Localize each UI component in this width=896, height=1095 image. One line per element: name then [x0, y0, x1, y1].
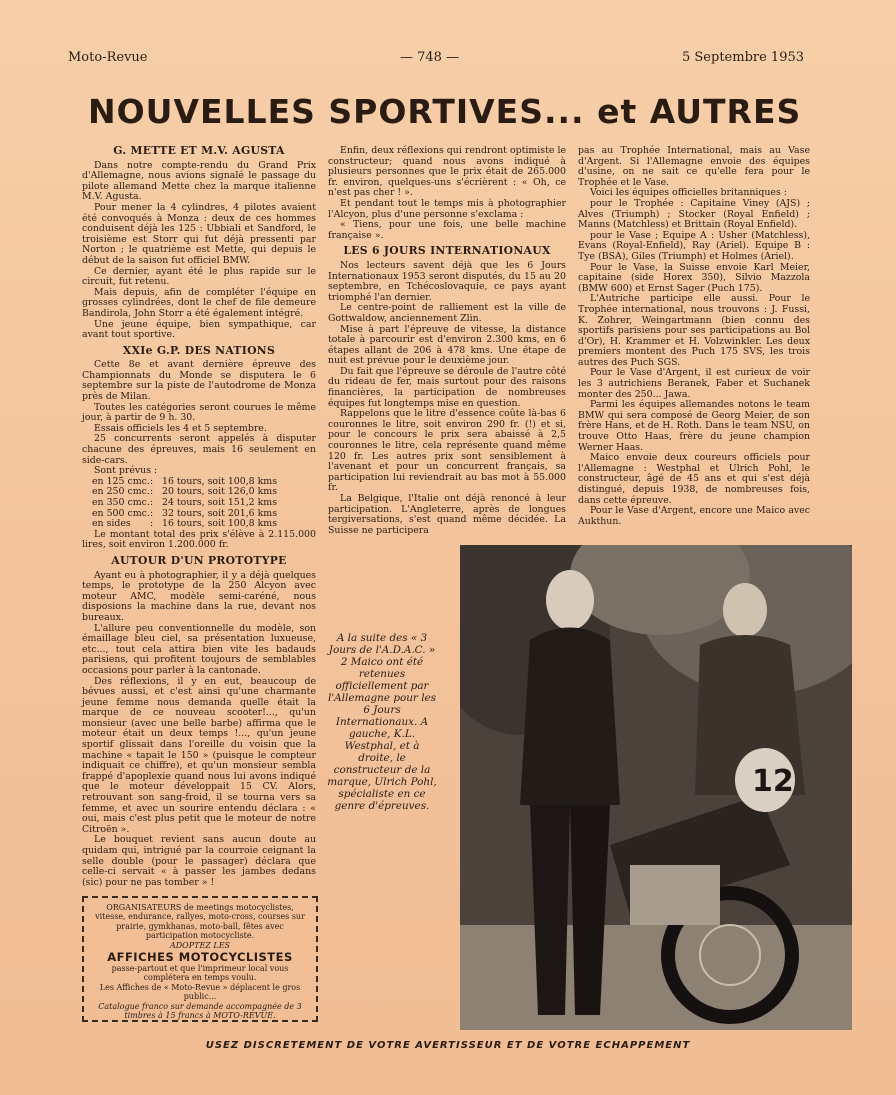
- headline-gp-des-nations: XXIe G.P. DES NATIONS: [122, 343, 276, 357]
- paragraph: Ayant eu à photographier, il y a déjà quelques temps, le prototype de la 250 Alcyon avec moteur AMC, modèle semi-caréné, nous disposions la machine dans la rue, devant nos bureaux.: [82, 569, 316, 623]
- headline-mette-agusta: G. METTE ET M.V. AGUSTA: [113, 144, 285, 157]
- paragraph: Pour le Vase d'Argent, il est curieux de voir les 3 autrichiens Beranek, Faber et Suchanek monter des 250... Jawa.: [578, 367, 810, 400]
- schedule-category: en 125 cmc.: [92, 475, 150, 487]
- paragraph: Enfin, deux réflexions qui rendront optimiste le constructeur; quand nous avons indiqué à plusieurs personnes que le prix était de 265.000 fr. environ, quelques-uns s'écrièrent : « Oh, ce n'est pas cher ! ».: [328, 145, 566, 199]
- column-3: [578, 146, 810, 527]
- plate-number: 12: [752, 764, 794, 799]
- schedule-category: en 500 cmc.: [92, 507, 150, 519]
- headline-prototype: AUTOUR D'UN PROTOTYPE: [111, 553, 287, 567]
- paragraph: Cette 8e et avant dernière épreuve des Championnats du Monde se disputera le 6 septembre sur la piste de l'autodrome de Monza près de Milan.: [82, 359, 316, 403]
- schedule-distance: 20 tours, soit 126,0 kms: [162, 486, 278, 498]
- photo-riders-motorcycle: [460, 545, 852, 1030]
- schedule-category: en 250 cmc.: [92, 486, 150, 498]
- magazine-name: Moto-Revue: [68, 50, 148, 65]
- schedule-separator: :: [150, 497, 154, 508]
- paragraph: pour le Vase ; Equipe A : Usher (Matchless), Evans (Royal-Enfield), Ray (Ariel). Equipe B : Tye (BSA), Giles (Triumph) et Holmes (Ariel).: [578, 229, 810, 262]
- paragraph: Mais depuis, afin de compléter l'équipe en grosses cylindrées, dont le chef de file demeure Bandirola, John Storr a été également intégré.: [82, 286, 316, 319]
- paragraph: Voici les équipes officielles britanniques :: [590, 187, 787, 199]
- paragraph: Ce dernier, ayant été le plus rapide sur le circuit, fut retenu.: [82, 265, 316, 288]
- paragraph: Le montant total des prix s'élève à 2.115.000 lires, soit environ 1.200.000 fr.: [82, 528, 316, 551]
- paragraph: « Tiens, pour une fois, une belle machine française ».: [328, 219, 566, 241]
- paragraph: Des réflexions, il y en eut, beaucoup de bévues aussi, et c'est ainsi qu'une charmante jeune femme nous demanda quelle était la marque de ce nouveau scooter!..., qu'un monsieur (avec une belle barbe) affirma que le moteur était un deux temps !..., qu'un jeune sportif glissait dans l'oreille du voisin que la machine « tapait le 150 » (puisque le compteur indiquait ce chiffre), et qu'un monsieur sembla frappé d'apoplexie quand nous lui avons indiqué que le moteur développait 15 CV. Alors, retrouvant son sang-froid, il se tourna vers sa femme, et avec un sourire entendu déclara : « oui, mais c'est plus petit que le moteur de notre Citroën ».: [82, 675, 316, 835]
- paragraph: Rappelons que le litre d'essence coûte là-bas 6 couronnes le litre, soit environ 290 fr. (!) et si, pour le concours le prix sera abaissé à 2,5 couronnes le litre, cela représente quand même 120 fr. Les autres prix sont sensiblement à l'avenant et pour un concurrent français, sa participation lui reviendrait au bas mot à 55.000 fr.: [328, 408, 566, 494]
- ad-text: ORGANISATEURS de meetings motocyclistes, vitesse, endurance, rallyes, moto-cross, courses sur prairie, gymkhanas, moto-ball, fêtes avec participation motocycliste.: [95, 903, 305, 941]
- ad-text: passe-partout et que l'imprimeur local vous complétera en temps voulu.: [111, 964, 289, 983]
- schedule-category: en sides: [92, 518, 131, 530]
- paragraph: Sont prévus :: [94, 465, 158, 477]
- schedule-distance: 24 tours, soit 151,2 kms: [162, 497, 278, 508]
- paragraph: L'allure peu conventionnelle du modèle, son émaillage bleu ciel, sa présentation luxueuse, etc..., tout cela attira bien vite les badauds parisiens, qui profitent toujours de semblables occasions pour parler à la cantonade.: [82, 622, 316, 676]
- photo-illustration: [460, 545, 852, 1030]
- column-2: [328, 146, 566, 536]
- paragraph: Essais officiels les 4 et 5 septembre.: [94, 422, 267, 434]
- column-1: [82, 146, 316, 888]
- schedule-distance: 16 tours, soit 100,8 kms: [162, 475, 278, 487]
- schedule-separator: :: [150, 518, 154, 530]
- photo-caption: A la suite des « 3 Jours de l'A.D.A.C. » 2 Maico ont été retenues officiellement par l'Allemagne pour les 6 Jours Internationaux. A gauche, K.L. Westphal, et à droite, le constructeur de la marque, Ulrich Pohl, spécialiste en ce genre d'épreuves.: [327, 632, 437, 812]
- paragraph: Pour le Vase d'Argent, encore une Maico avec Aukthun.: [578, 505, 810, 527]
- paragraph: pas au Trophée International, mais au Vase d'Argent. Si l'Allemagne envoie des équipes d'usine, on ne sait ce qu'elle fera pour le Trophée et le Vase.: [578, 145, 810, 188]
- race-schedule: [82, 477, 316, 530]
- headline-6-jours: LES 6 JOURS INTERNATIONAUX: [343, 244, 551, 258]
- advertisement-box: [82, 896, 318, 1022]
- schedule-separator: :: [150, 507, 154, 519]
- ad-text: ADOPTEZ LES: [169, 940, 231, 950]
- footer-slogan: USEZ DISCRETEMENT DE VOTRE AVERTISSEUR ET DE VOTRE ECHAPPEMENT: [205, 1040, 691, 1051]
- paragraph: Nos lecteurs savent déjà que les 6 Jours Internationaux 1953 seront disputés, du 15 au 20 septembre, en Tchécoslovaquie, ce pays ayant triomphé l'an dernier.: [328, 259, 566, 303]
- paragraph: Mise à part l'épreuve de vitesse, la distance totale à parcourir est d'environ 2.300 kms, en 6 étapes allant de 206 à 478 kms. Une étape de nuit est prévue pour le deuxième jour.: [328, 323, 566, 367]
- ad-text: Les Affiches de « Moto-Revue » déplacent le gros public...: [99, 982, 301, 1002]
- paragraph: Maico envoie deux coureurs officiels pour l'Allemagne : Westphal et Ulrich Pohl, le constructeur, âgé de 45 ans et qui s'est déjà distingué, depuis 1938, de nombreuses fois, dans cette épreuve.: [578, 452, 810, 506]
- paragraph: Le bouquet revient sans aucun doute au quidam qui, intrigué par la courroie ceignant la selle double (pour le passager) déclara que celle-ci servait « à passer les jambes dedans (sic) pour ne pas tomber » !: [82, 834, 316, 888]
- paragraph: L'Autriche participe elle aussi. Pour le Trophée international, nous trouvons : J. Fussi, K. Zohrer, Weingartmann (bien connu des sportifs parisiens pour ses participations au Bol d'Or), H. Krammer et H. Volzwinkler. Les deux premiers montent des Puch 175 SVS, les trois autres des Puch SGS.: [578, 293, 810, 368]
- schedule-category: en 350 cmc.: [92, 497, 150, 508]
- paragraph: Pour mener la 4 cylindres, 4 pilotes avaient été convoqués à Monza : deux de ces hommes conduisent déjà les 125 : Ubbiali et Sandford, le troisième est Storr qui fut déjà pressenti par Norton ; le quatrième est Mette, qui depuis le début de la saison fut officiel BMW.: [82, 201, 316, 266]
- ad-headline: AFFICHES MOTOCYCLISTES: [107, 950, 293, 965]
- paragraph: Une jeune équipe, bien sympathique, car avant tout sportive.: [82, 318, 316, 341]
- schedule-distance: 16 tours, soit 100,8 kms: [162, 518, 278, 530]
- paragraph: Parmi les équipes allemandes notons le team BMW qui sera composé de Georg Meier, de son frère Hans, et de H. Roth. Dans le team NSU, on trouve Otto Haas, frère du jeune champion Werner Haas.: [578, 399, 810, 453]
- schedule-separator: :: [150, 486, 154, 498]
- paragraph: Dans notre compte-rendu du Grand Prix d'Allemagne, nous avions signalé le passage du pilote allemand Mette chez la marque italienne M.V. Agusta.: [82, 159, 316, 203]
- paragraph: Le centre-point de ralliement est la ville de Gottwaldow, anciennement Zlin.: [328, 302, 566, 324]
- schedule-separator: :: [150, 475, 154, 487]
- paragraph: La Belgique, l'Italie ont déjà renoncé à leur participation. L'Angleterre, après de longues tergiversations, s'est quand même décidée. La Suisse ne participera: [328, 493, 566, 536]
- paragraph: Toutes les catégories seront courues le même jour, à partir de 9 h. 30.: [82, 401, 316, 424]
- paragraph: pour le Trophée : Capitaine Viney (AJS) ; Alves (Triumph) ; Stocker (Royal Enfield) ; Manns (Matchless) et Brittain (Royal Enfield).: [578, 197, 810, 231]
- paragraph: Du fait que l'épreuve se déroule de l'autre côté du rideau de fer, mais surtout pour des raisons financières, la participation de nombreuses équipes fut longtemps mise en question.: [328, 365, 566, 409]
- schedule-distance: 32 tours, soit 201,6 kms: [162, 507, 278, 519]
- page-title: NOUVELLES SPORTIVES... et AUTRES: [88, 92, 802, 131]
- paragraph: Et pendant tout le temps mis à photographier l'Alcyon, plus d'une personne s'exclama :: [328, 197, 566, 220]
- ad-text: Catalogue franco sur demande accompagnée de 3 timbres à 15 francs à MOTO-REVUE.: [98, 1001, 302, 1021]
- issue-date: 5 Septembre 1953: [682, 50, 805, 65]
- paragraph: Pour le Vase, la Suisse envoie Karl Meier, capitaine (side Horex 350), Silvio Mazzola (BMW 600) et Ernst Sager (Puch 175).: [578, 261, 810, 294]
- paragraph: 25 concurrents seront appelés à disputer chacune des épreuves, mais 16 seulement en side-cars.: [82, 433, 316, 466]
- page-number: — 748 —: [400, 50, 460, 65]
